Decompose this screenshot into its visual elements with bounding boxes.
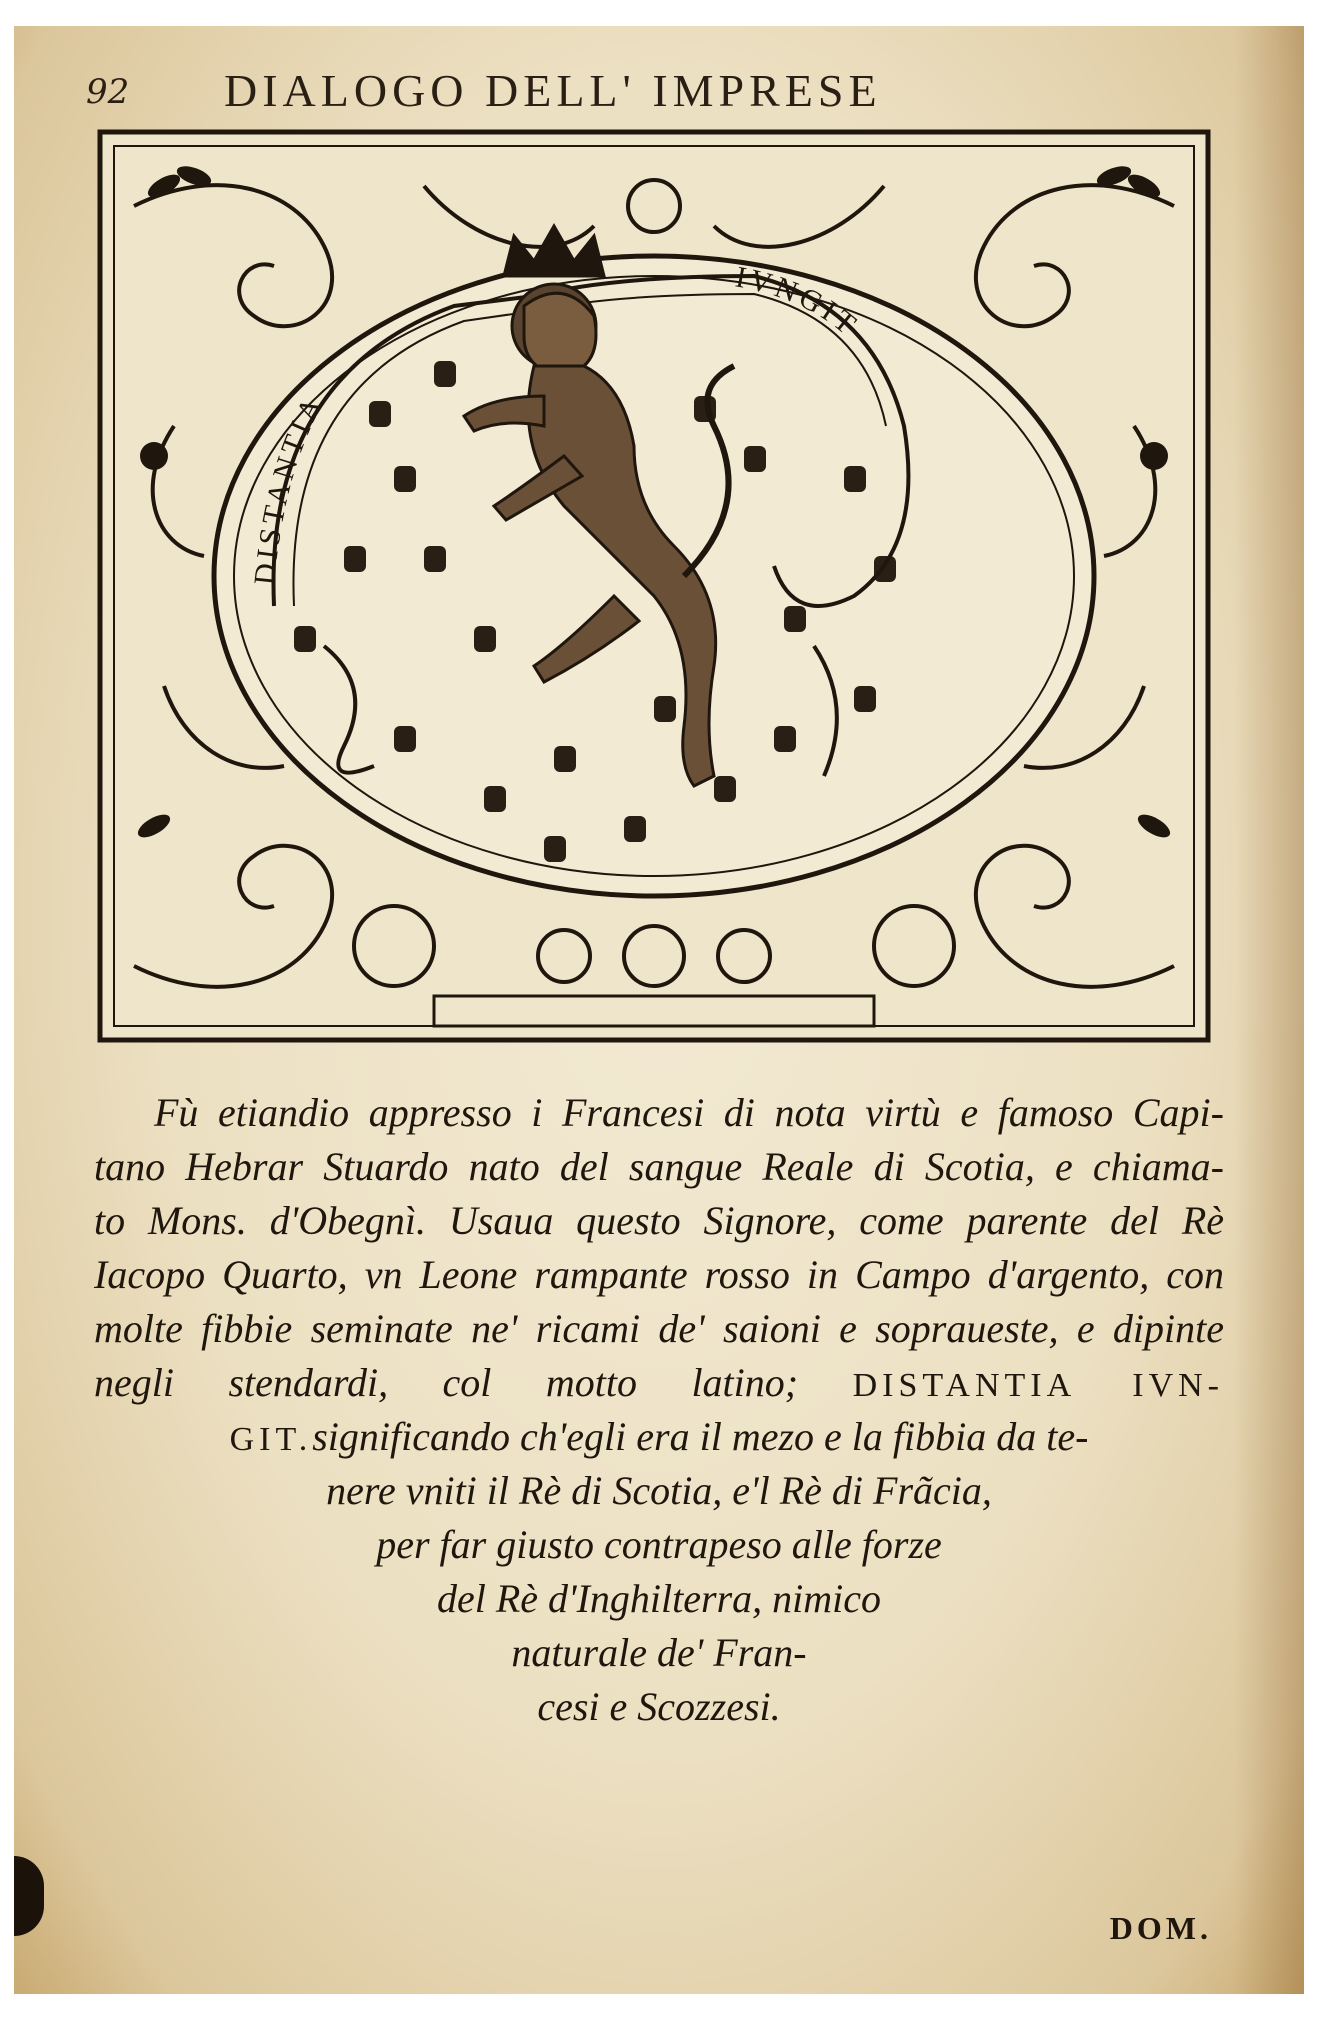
- book-page: [14, 26, 1304, 1994]
- text-line: [94, 1356, 1224, 1410]
- ink-stain: [14, 1856, 44, 1936]
- text-line: per far giusto contrapeso alle forze: [376, 1522, 942, 1567]
- catchword: DOM.: [1109, 1910, 1212, 1946]
- text-line: cesi e Scozzesi.: [537, 1684, 781, 1729]
- body-paragraph: [94, 1086, 1224, 1734]
- text-segment: negli stendardi, col motto latino;: [94, 1360, 799, 1405]
- text-line: [94, 1410, 1224, 1464]
- text-line: Fù etiandio appresso i Francesi di nota virtù e famoso Capi-: [154, 1090, 1224, 1135]
- motto-right-text: IVNGIT: [732, 260, 866, 344]
- text-segment: significando ch'egli era il mezo e la fibbia da te-: [312, 1414, 1089, 1459]
- motto-left-text: DISTANTIA: [248, 388, 331, 587]
- text-line: to Mons. d'Obegnì. Usaua questo Signore, come parente del Rè: [94, 1198, 1224, 1243]
- page-number: 92: [86, 72, 130, 112]
- motto-caps: DISTANTIA IVN-: [852, 1367, 1225, 1404]
- text-line: del Rè d'Inghilterra, nimico: [436, 1576, 882, 1621]
- running-title: DIALOGO DELL' IMPRESE: [224, 65, 882, 116]
- text-line: tano Hebrar Stuardo nato del sangue Reale di Scotia, e chiama-: [94, 1144, 1224, 1189]
- text-line: Iacopo Quarto, vn Leone rampante rosso in Campo d'argento, con: [94, 1252, 1224, 1297]
- woodcut-illustration: [94, 126, 1214, 1046]
- text-line: naturale de' Fran-: [511, 1630, 807, 1675]
- page-header: [14, 54, 1304, 114]
- page-edge-shadow: [1234, 26, 1304, 1994]
- text-line: molte fibbie seminate ne' ricami de' saioni e sopraueste, e dipinte: [94, 1306, 1224, 1351]
- motto-caps: GIT.: [229, 1421, 313, 1458]
- text-line: nere vniti il Rè di Scotia, e'l Rè di Frãcia,: [326, 1468, 992, 1513]
